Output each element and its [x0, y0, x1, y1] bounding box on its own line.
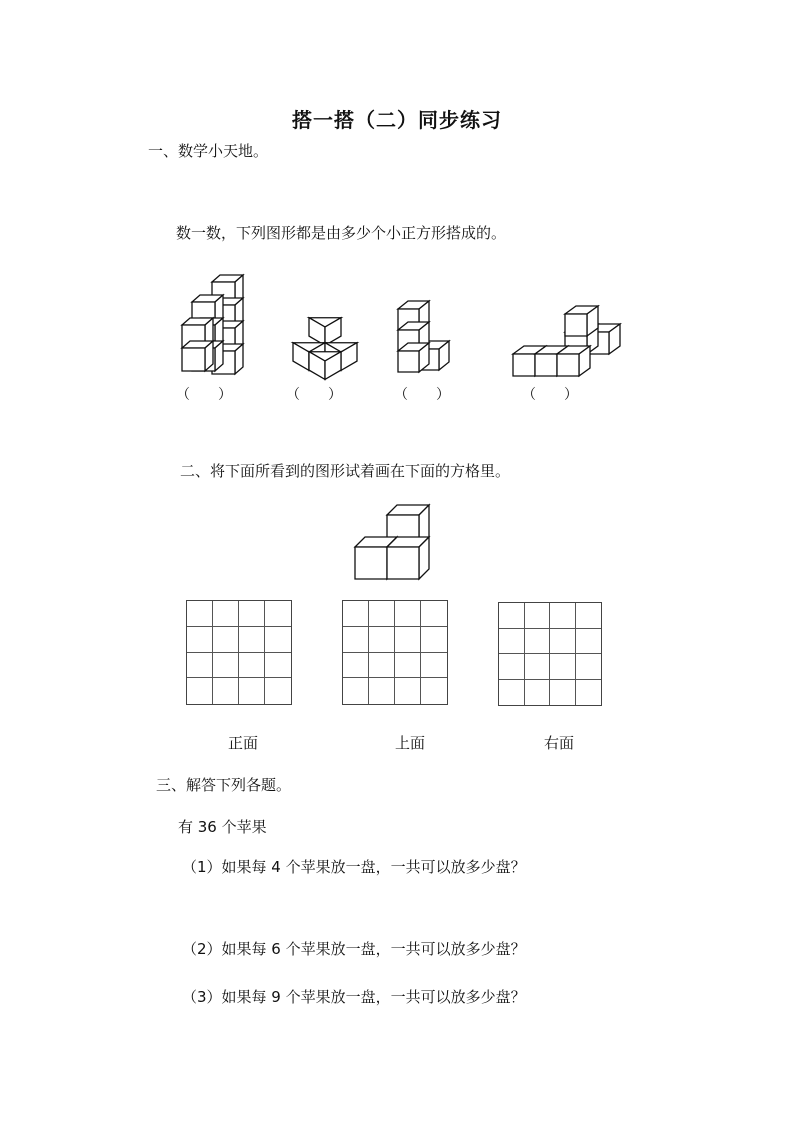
cube-face: [565, 314, 587, 336]
cube-face: [355, 547, 387, 579]
section1-heading: 一、数学小天地。: [148, 142, 269, 160]
drawing-grid-front[interactable]: [186, 600, 292, 705]
section2-heading: 二、将下面所看到的图形试着画在下面的方格里。: [180, 462, 511, 480]
answer-blank-4[interactable]: （ ）: [522, 387, 578, 403]
cube-face: [398, 351, 419, 372]
drawing-grid-right[interactable]: [498, 602, 602, 706]
apple-intro: 有 36 个苹果: [178, 818, 267, 836]
cube-face: [182, 348, 205, 371]
view-label-right: 右面: [543, 734, 574, 752]
cube-face: [557, 354, 579, 376]
answer-blank-2[interactable]: （ ）: [286, 387, 342, 403]
cube-face: [513, 354, 535, 376]
view-label-front: 正面: [227, 734, 258, 752]
view-label-top: 上面: [394, 734, 425, 752]
section1-prompt: 数一数，下列图形都是由多少个小正方形搭成的。: [176, 224, 507, 242]
cube-figure-1: [170, 262, 260, 382]
cube-figure-2: [285, 300, 365, 380]
drawing-grid-top[interactable]: [342, 600, 448, 705]
cube-figure-4: [505, 310, 625, 385]
question-3: （3）如果每 9 个苹果放一盘，一共可以放多少盘？: [182, 988, 526, 1006]
cube-figure-3: [390, 294, 470, 384]
answer-blank-3[interactable]: （ ）: [394, 387, 450, 403]
question-1: （1）如果每 4 个苹果放一盘，一共可以放多少盘？: [182, 858, 526, 876]
cube-face: [387, 547, 419, 579]
answer-blank-1[interactable]: （ ）: [176, 387, 232, 403]
cube-face: [535, 354, 557, 376]
section3-heading: 三、解答下列各题。: [156, 776, 292, 794]
question-2: （2）如果每 6 个苹果放一盘，一共可以放多少盘？: [182, 940, 526, 958]
page-title: 搭一搭（二）同步练习: [292, 108, 502, 132]
cube-figure-views: [352, 505, 442, 580]
